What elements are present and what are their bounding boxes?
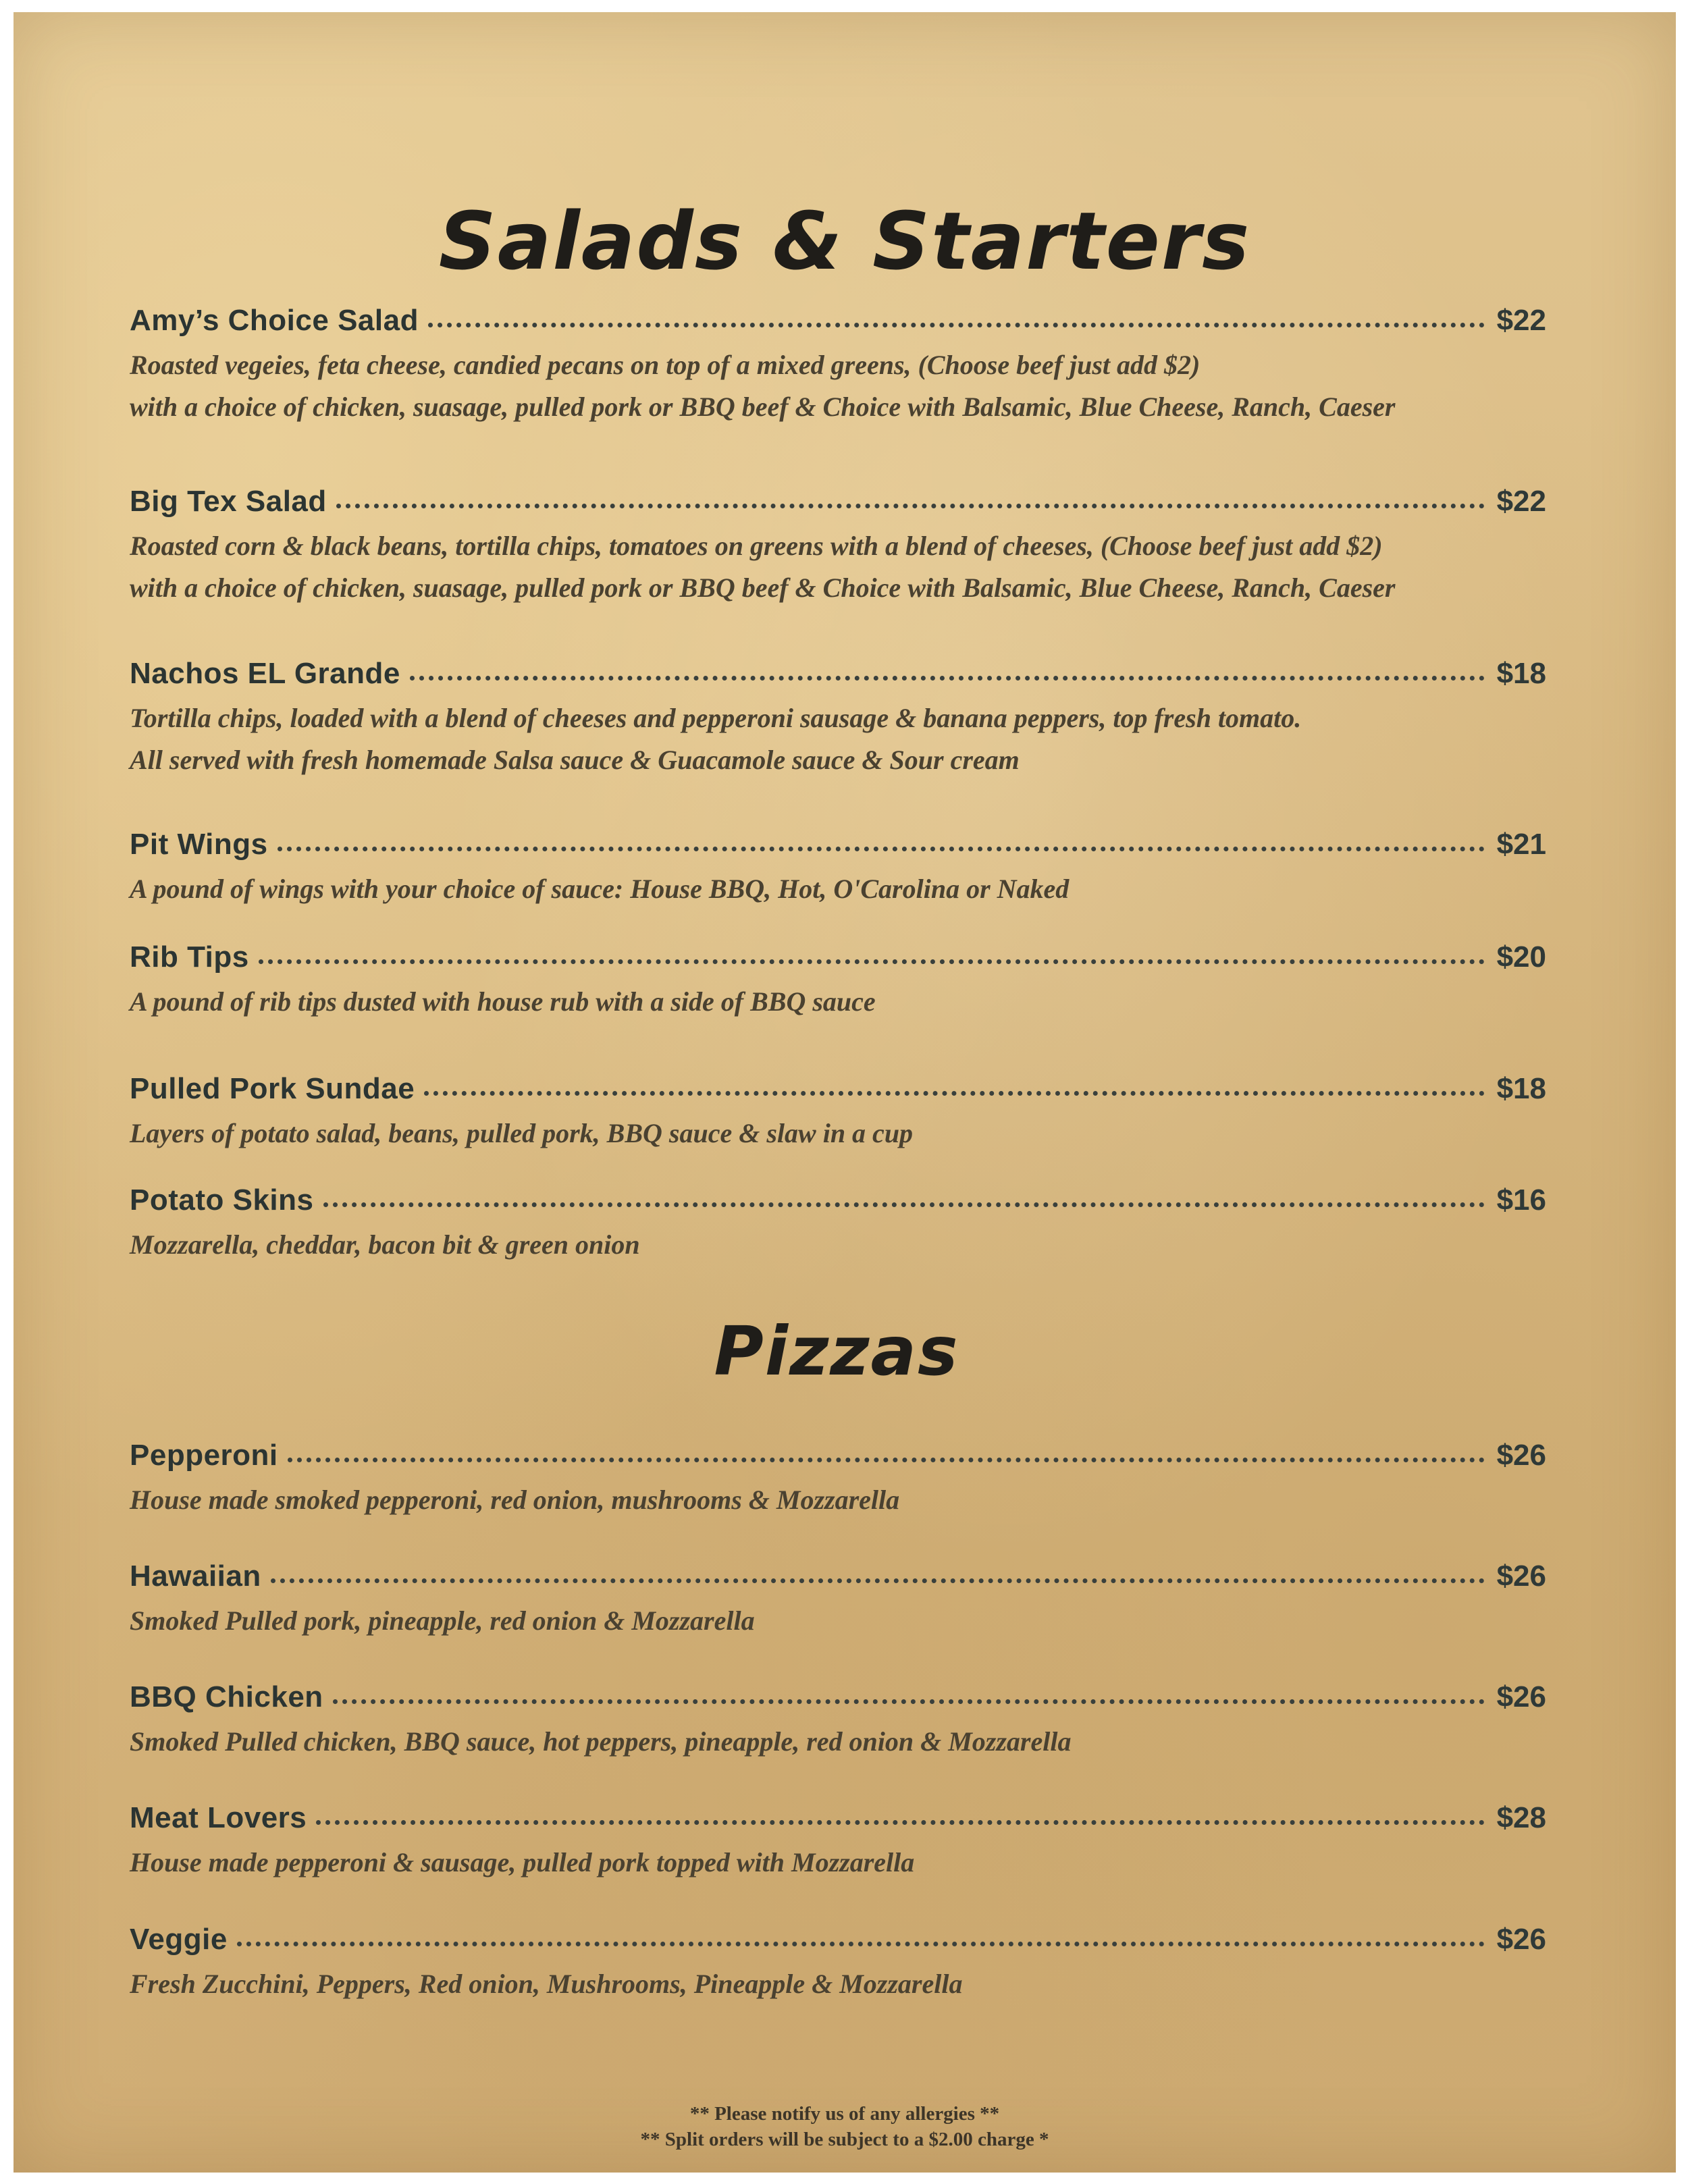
menu-item-header — [130, 1680, 1546, 1721]
dot-leader — [336, 504, 1485, 508]
menu-item-header — [130, 1923, 1546, 1963]
item-price: $26 — [1496, 1439, 1546, 1472]
dot-leader — [237, 1942, 1485, 1946]
item-description: with a choice of chicken, suasage, pulled pork or BBQ beef & Choice with Balsamic, Blue Cheese, Ranch, Caeser — [130, 392, 1396, 422]
menu-item-header — [130, 1439, 1546, 1479]
item-name: Potato Skins — [130, 1183, 314, 1217]
item-description: A pound of rib tips dusted with house rub with a side of BBQ sauce — [130, 986, 876, 1017]
dot-leader — [424, 1091, 1484, 1096]
item-description: Tortilla chips, loaded with a blend of cheeses and pepperoni sausage & banana peppers, top fresh tomato. — [130, 703, 1302, 733]
dot-leader — [316, 1820, 1484, 1825]
item-description: Roasted corn & black beans, tortilla chips, tomatoes on greens with a blend of cheeses, (Choose beef just add $2) — [130, 531, 1383, 561]
menu-item-header — [130, 1801, 1546, 1842]
item-price: $20 — [1496, 940, 1546, 974]
item-description: House made smoked pepperoni, red onion, mushrooms & Mozzarella — [130, 1485, 900, 1515]
menu-item-rib-tips — [130, 940, 1546, 1023]
item-name: Meat Lovers — [130, 1801, 307, 1834]
menu-item-nachos-el-grande — [130, 657, 1546, 781]
menu-item-pulled-pork-sundae — [130, 1072, 1546, 1154]
menu-item-pepperoni — [130, 1439, 1546, 1521]
menu-item-pit-wings — [130, 828, 1546, 910]
menu-item-header — [130, 828, 1546, 868]
salads-starters-heading: Salads & Starters — [438, 194, 1251, 288]
item-description: Roasted vegeies, feta cheese, candied pecans on top of a mixed greens, (Choose beef just add $2) — [130, 350, 1201, 380]
dot-leader — [259, 959, 1485, 964]
item-name: Veggie — [130, 1923, 228, 1956]
menu-item-veggie — [130, 1923, 1546, 2005]
item-price: $22 — [1496, 304, 1546, 337]
menu-item-header — [130, 1560, 1546, 1600]
item-name: BBQ Chicken — [130, 1680, 323, 1713]
item-name: Hawaiian — [130, 1560, 261, 1593]
item-price: $16 — [1496, 1183, 1546, 1217]
pizzas-heading: Pizzas — [714, 1312, 959, 1391]
menu-item-header — [130, 940, 1546, 981]
item-price: $26 — [1496, 1923, 1546, 1956]
footer-notes — [14, 2101, 1676, 2152]
item-description: Layers of potato salad, beans, pulled pork, BBQ sauce & slaw in a cup — [130, 1118, 914, 1148]
menu-item-hawaiian — [130, 1560, 1546, 1642]
dot-leader — [271, 1578, 1485, 1583]
item-price: $18 — [1496, 657, 1546, 690]
item-name: Nachos EL Grande — [130, 657, 400, 690]
item-price: $26 — [1496, 1560, 1546, 1593]
menu-item-bbq-chicken — [130, 1680, 1546, 1763]
item-description: Smoked Pulled pork, pineapple, red onion & Mozzarella — [130, 1605, 755, 1636]
menu-item-header — [130, 304, 1546, 344]
item-price: $28 — [1496, 1801, 1546, 1834]
item-name: Rib Tips — [130, 940, 249, 974]
menu-item-header — [130, 1183, 1546, 1224]
dot-leader — [288, 1458, 1485, 1462]
menu-item-potato-skins — [130, 1183, 1546, 1266]
menu-item-header — [130, 485, 1546, 525]
item-description: Fresh Zucchini, Peppers, Red onion, Mushrooms, Pineapple & Mozzarella — [130, 1969, 963, 1999]
dot-leader — [278, 847, 1485, 851]
item-name: Pepperoni — [130, 1439, 278, 1472]
split-order-notice: ** Split orders will be subject to a $2.00 charge * — [640, 2129, 1049, 2150]
dot-leader — [410, 676, 1485, 681]
menu-item-meat-lovers — [130, 1801, 1546, 1884]
menu-page — [14, 12, 1676, 2173]
item-description: with a choice of chicken, suasage, pulled pork or BBQ beef & Choice with Balsamic, Blue Cheese, Ranch, Caeser — [130, 572, 1396, 603]
menu-item-amys-choice-salad — [130, 304, 1546, 428]
item-description: A pound of wings with your choice of sauce: House BBQ, Hot, O'Carolina or Naked — [130, 874, 1070, 904]
item-price: $22 — [1496, 485, 1546, 518]
item-name: Pit Wings — [130, 828, 268, 861]
dot-leader — [323, 1202, 1485, 1207]
item-name: Big Tex Salad — [130, 485, 327, 518]
item-description: All served with fresh homemade Salsa sauce & Guacamole sauce & Sour cream — [130, 745, 1020, 775]
item-price: $26 — [1496, 1680, 1546, 1713]
allergy-notice: ** Please notify us of any allergies ** — [689, 2103, 1000, 2125]
dot-leader — [428, 323, 1485, 327]
menu-item-header — [130, 1072, 1546, 1113]
item-description: Mozzarella, cheddar, bacon bit & green onion — [130, 1229, 640, 1260]
dot-leader — [333, 1699, 1485, 1704]
item-name: Pulled Pork Sundae — [130, 1072, 415, 1105]
item-price: $21 — [1496, 828, 1546, 861]
item-name: Amy’s Choice Salad — [130, 304, 419, 337]
item-description: Smoked Pulled chicken, BBQ sauce, hot peppers, pineapple, red onion & Mozzarella — [130, 1726, 1072, 1757]
item-description: House made pepperoni & sausage, pulled pork topped with Mozzarella — [130, 1847, 915, 1877]
menu-item-header — [130, 657, 1546, 697]
item-price: $18 — [1496, 1072, 1546, 1105]
menu-item-big-tex-salad — [130, 485, 1546, 609]
